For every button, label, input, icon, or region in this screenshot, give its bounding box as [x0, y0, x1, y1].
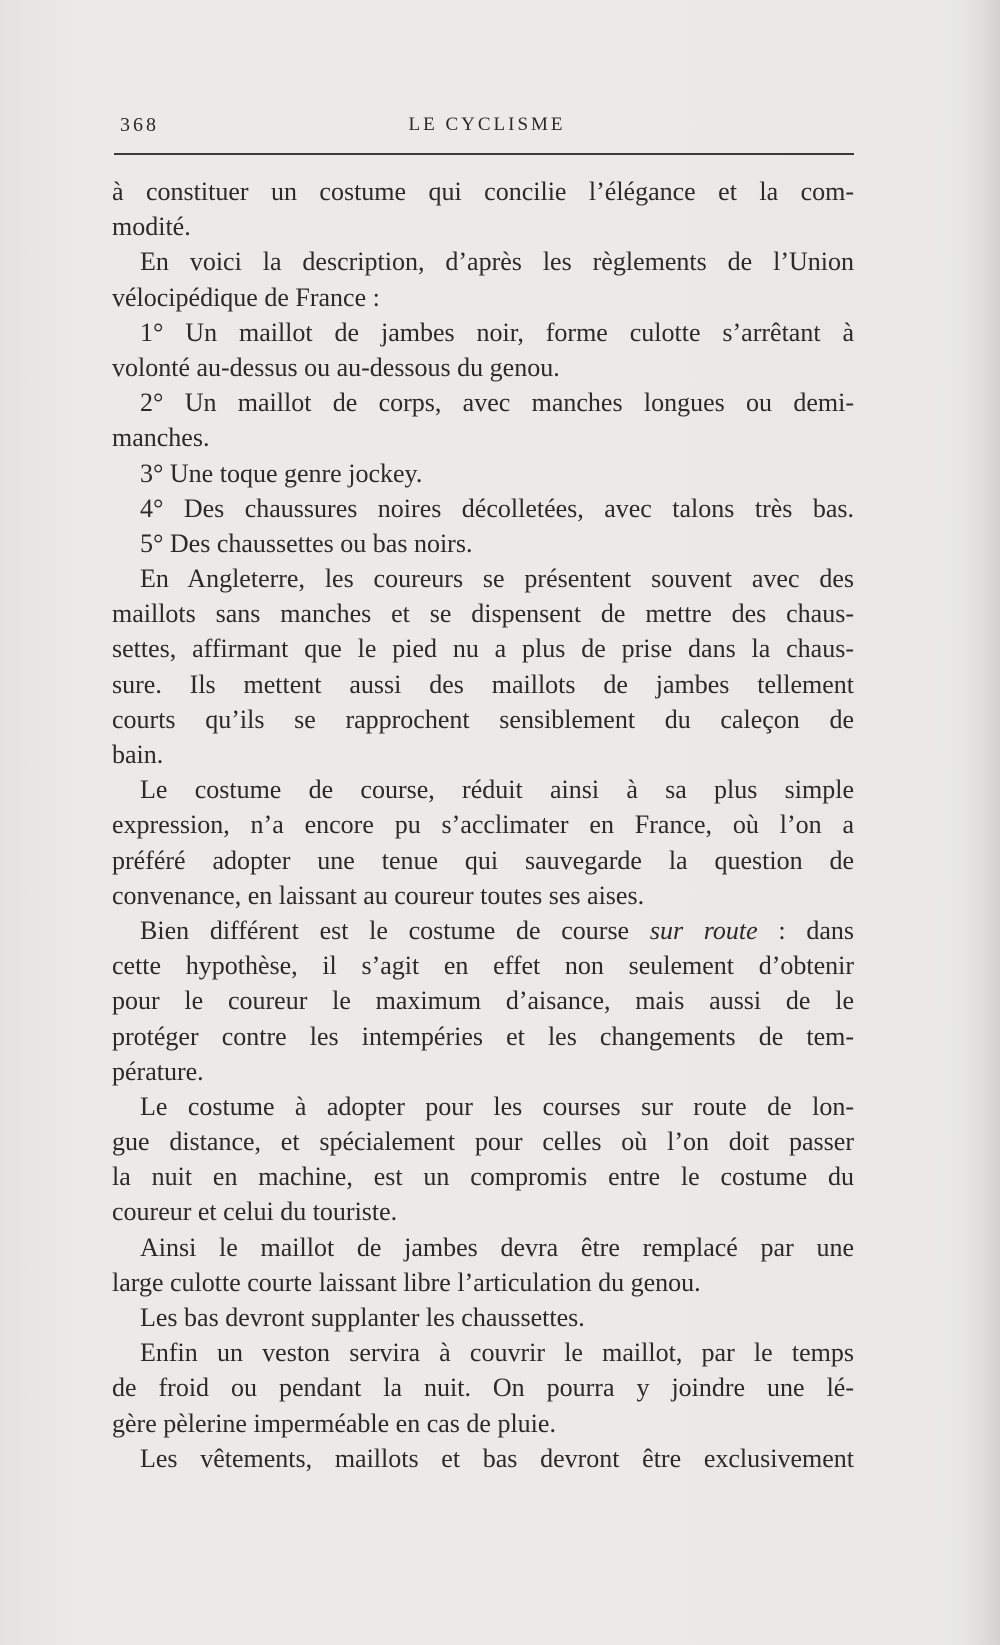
text-line: sure. Ils mettent aussi des maillots de jambes tellement [112, 669, 854, 699]
text-line [112, 913, 854, 948]
text-line: Le costume de course, réduit ainsi à sa plus simple [140, 775, 854, 805]
text-line: Le costume à adopter pour les courses sur route de lon- [140, 1091, 854, 1121]
text-line: 5° Des chaussettes ou bas noirs. [140, 528, 473, 558]
text-line: En voici la description, d’après les règlements de l’Union [140, 247, 854, 277]
text-line: maillots sans manches et se dispensent de mettre des chaus- [112, 599, 854, 629]
text-line: gère pèlerine imperméable en cas de pluie. [112, 1408, 556, 1438]
text-line: settes, affirmant que le pied nu a plus de prise dans la chaus- [112, 634, 854, 664]
text-line: convenance, en laissant au coureur toutes ses aises. [112, 880, 645, 910]
text-line: large culotte courte laissant libre l’articulation du genou. [112, 1267, 701, 1297]
text-line: 1° Un maillot de jambes noir, forme culotte s’arrêtant à [140, 317, 854, 347]
text-line: cette hypothèse, il s’agit en effet non seulement d’obtenir [112, 951, 854, 981]
page-header [120, 114, 854, 144]
text-line: Ainsi le maillot de jambes devra être remplacé par une [140, 1232, 854, 1262]
text-line: En Angleterre, les coureurs se présentent souvent avec des [140, 564, 854, 594]
text-line: protéger contre les intempéries et les changements de tem- [112, 1021, 854, 1051]
text-line: Les vêtements, maillots et bas devront être exclusivement [140, 1443, 854, 1473]
text-line: à constituer un costume qui concilie l’élégance et la com- [112, 177, 854, 206]
text-line: 3° Une toque genre jockey. [140, 458, 423, 488]
text-segment: : dans [778, 915, 855, 945]
text-line: expression, n’a encore pu s’acclimater en France, où l’on a [112, 810, 854, 840]
text-line: volonté au-dessus ou au-dessous du genou. [112, 352, 560, 382]
text-line: pour le coureur le maximum d’aisance, mais aussi de le [112, 986, 854, 1016]
text-line: gue distance, et spécialement pour celles où l’on doit passer [112, 1127, 854, 1157]
page-number: 368 [120, 114, 159, 136]
text-line: Les bas devront supplanter les chaussettes. [140, 1303, 585, 1332]
text-line: 2° Un maillot de corps, avec manches longues ou demi- [140, 388, 854, 418]
text-line: courts qu’ils se rapprochent sensiblement du caleçon de [112, 704, 854, 734]
running-head: LE CYCLISME [408, 114, 566, 135]
text-line: coureur et celui du touriste. [112, 1197, 398, 1227]
text-line: 4° Des chaussures noires décolletées, avec talons très bas. [140, 493, 854, 523]
text-line: bain. [112, 740, 164, 769]
text-line: la nuit en machine, est un compromis entre le costume du [112, 1162, 854, 1192]
body-text [112, 174, 854, 1476]
text-line: manches. [112, 423, 210, 453]
page-edge-shadow [960, 0, 1000, 1645]
text-line: vélocipédique de France : [112, 282, 380, 312]
text-line: préféré adopter une tenue qui sauvegarde la question de [112, 845, 854, 875]
text-line: de froid ou pendant la nuit. On pourra y joindre une lé- [112, 1373, 854, 1403]
text-line: Enfin un veston servira à couvrir le maillot, par le temps [140, 1338, 854, 1368]
header-rule [114, 153, 854, 155]
text-segment: Bien différent est le costume de course [140, 915, 630, 945]
text-line: modité. [112, 212, 191, 242]
text-line: pérature. [112, 1056, 204, 1086]
italic-phrase: sur route [649, 915, 758, 945]
